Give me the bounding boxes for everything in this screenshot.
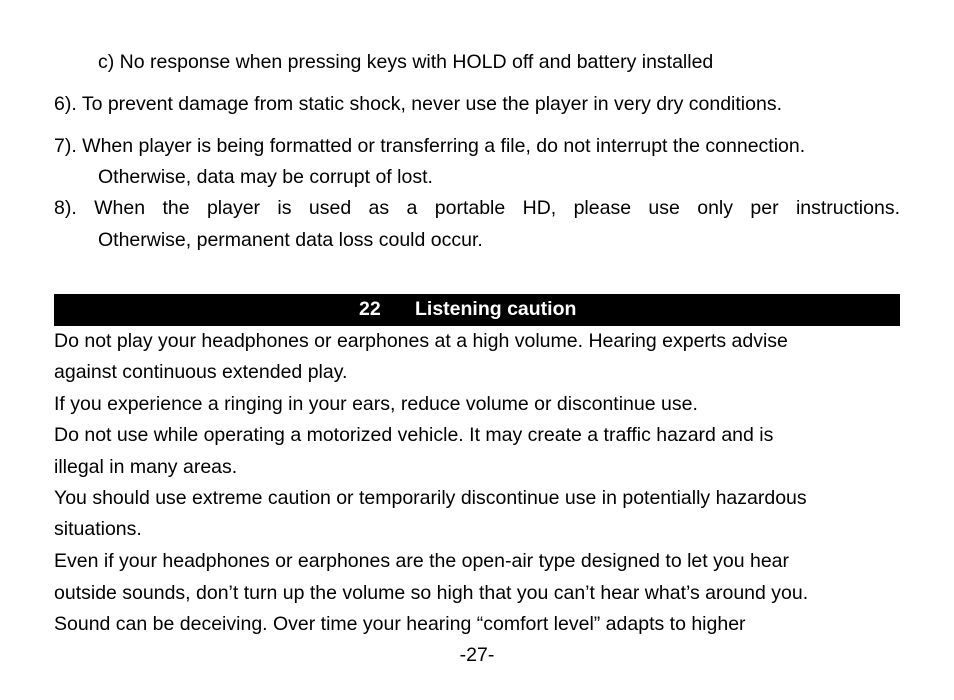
- item-7-text-line1: 7). When player is being formatted or transferring a file, do not interrupt the connection.: [54, 135, 806, 157]
- body-line: Do not play your headphones or earphones at a high volume. Hearing experts advise: [54, 330, 788, 352]
- body-line: against continuous extended play.: [54, 361, 348, 383]
- body-line: If you experience a ringing in your ears, reduce volume or discontinue use.: [54, 393, 698, 415]
- item-8-text-line2: Otherwise, permanent data loss could occur.: [98, 229, 483, 251]
- body-line: outside sounds, don’t turn up the volume so high that you can’t hear what’s around you.: [54, 582, 809, 604]
- section-number: 22: [359, 298, 381, 320]
- body-line: Sound can be deceiving. Over time your hearing “comfort level” adapts to higher: [54, 613, 746, 635]
- page-number: -27-: [459, 644, 495, 666]
- item-7-text-line2: Otherwise, data may be corrupt of lost.: [98, 166, 433, 188]
- section-title: Listening caution: [415, 298, 577, 320]
- body-line: Do not use while operating a motorized vehicle. It may create a traffic hazard and is: [54, 424, 774, 446]
- body-line: You should use extreme caution or temporarily discontinue use in potentially hazardous: [54, 487, 807, 509]
- body-line: Even if your headphones or earphones are the open-air type designed to let you hear: [54, 550, 790, 572]
- item-6-text: 6). To prevent damage from static shock, never use the player in very dry conditions.: [54, 93, 782, 115]
- item-8-text-line1: 8). When the player is used as a portable HD, please use only per instructions.: [54, 197, 900, 219]
- item-c-text: c) No response when pressing keys with HOLD off and battery installed: [98, 51, 714, 73]
- body-line: illegal in many areas.: [54, 456, 238, 478]
- section-header-bar: [54, 294, 900, 326]
- body-line: situations.: [54, 518, 142, 540]
